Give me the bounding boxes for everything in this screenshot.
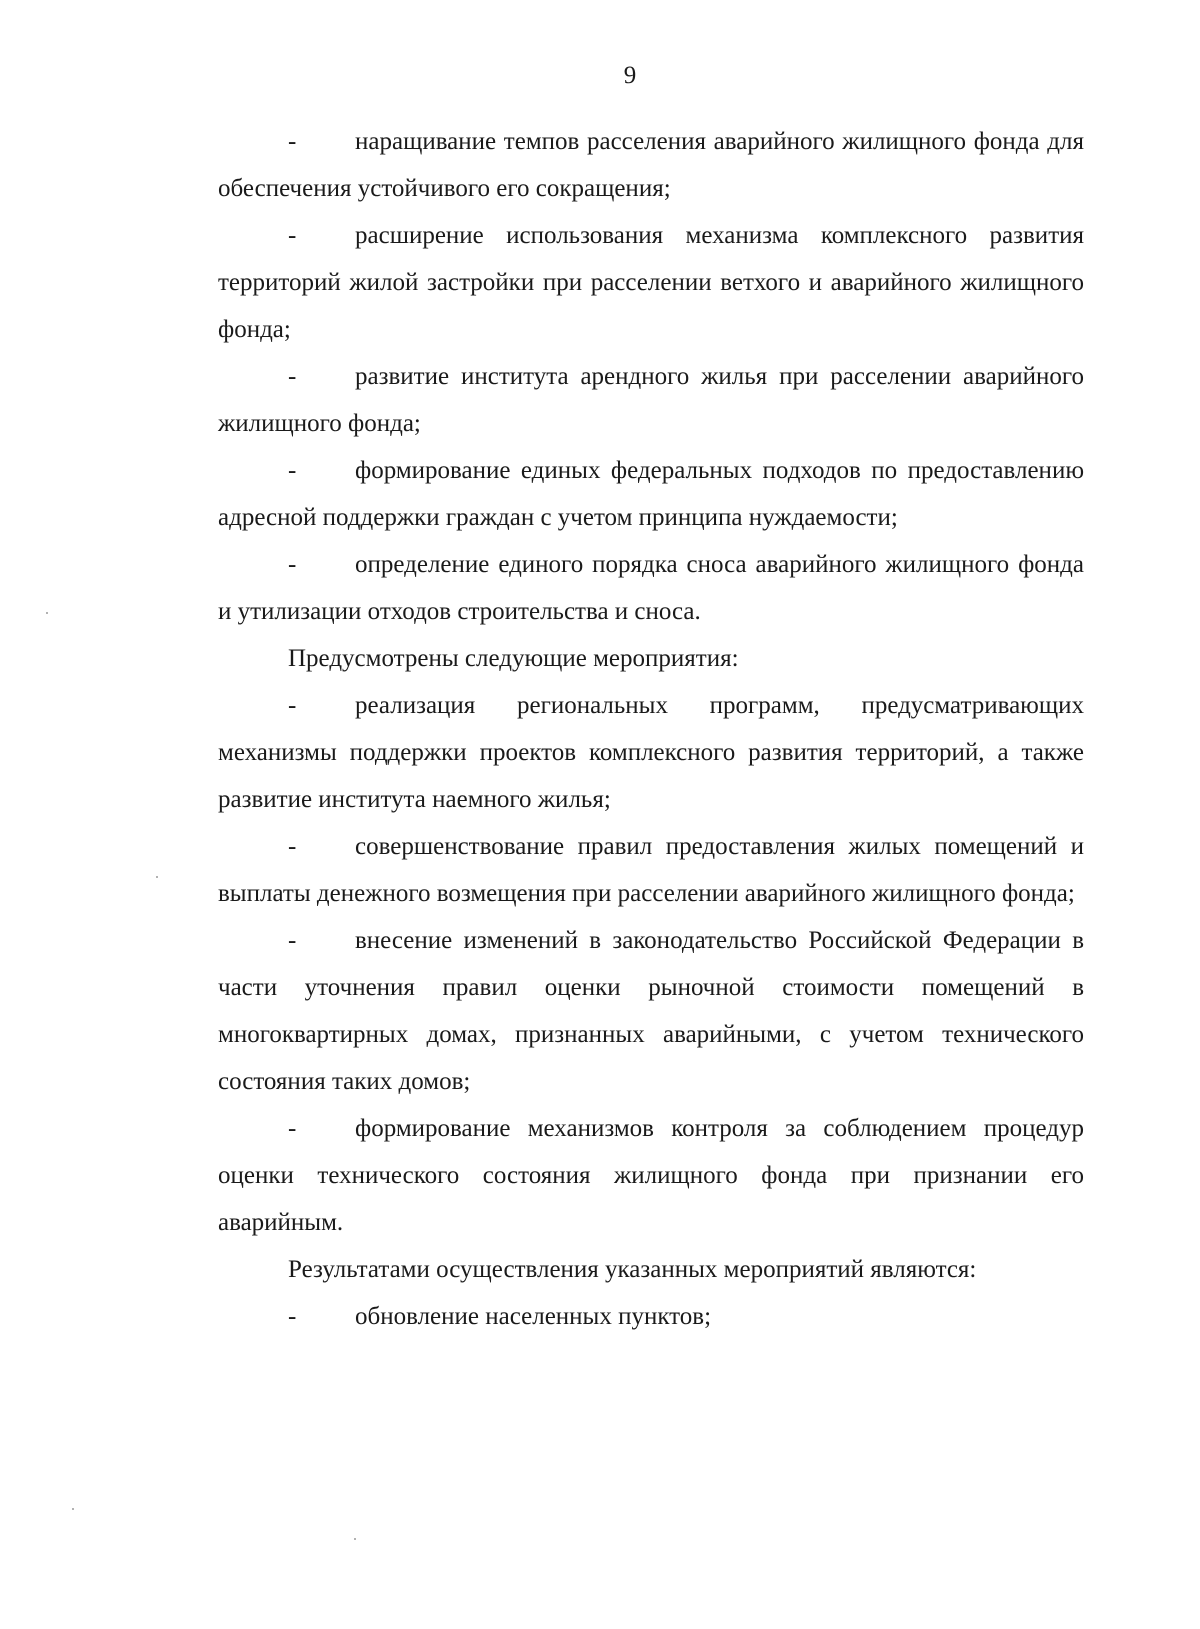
list-item-text: совершенствование правил предоставления жилых помещений и выплаты денежного возмещения при расселении аварийного жилищного фонда; <box>218 833 1084 907</box>
list-item-text: внесение изменений в законодательство Российской Федерации в части уточнения правил оценки рыночной стоимости помещений в многоквартирных домах, признанных аварийными, с учетом технического состояния таких домов; <box>218 927 1084 1095</box>
list-dash: - <box>288 927 297 954</box>
list-dash: - <box>288 457 297 484</box>
list-dash: - <box>288 833 297 860</box>
section-intro: Результатами осуществления указанных мероприятий являются: <box>288 1256 977 1283</box>
list-item <box>218 118 1084 212</box>
section-intro: Предусмотрены следующие мероприятия: <box>288 645 739 672</box>
list-dash: - <box>288 222 297 249</box>
scan-speck <box>46 612 48 614</box>
page-number: 9 <box>623 62 637 89</box>
scan-speck <box>156 876 158 878</box>
list-item-text: формирование механизмов контроля за соблюдением процедур оценки технического состояния жилищного фонда при признании его аварийным. <box>218 1115 1084 1236</box>
list-item <box>218 447 1084 541</box>
list-item-text: наращивание темпов расселения аварийного жилищного фонда для обеспечения устойчивого его сокращения; <box>218 128 1084 202</box>
list-item-text: формирование единых федеральных подходов по предоставлению адресной поддержки граждан с учетом принципа нуждаемости; <box>218 457 1084 531</box>
list-item <box>218 682 1084 823</box>
list-dash: - <box>288 551 297 578</box>
scan-speck <box>72 1508 74 1510</box>
list-item <box>218 917 1084 1105</box>
list-item <box>218 823 1084 917</box>
list-item-text: определение единого порядка сноса аварийного жилищного фонда и утилизации отходов строительства и сноса. <box>218 551 1084 625</box>
list-item <box>218 541 1084 635</box>
document-body <box>218 118 1084 1340</box>
list-dash: - <box>288 128 297 155</box>
list-item-text: обновление населенных пунктов; <box>355 1303 712 1330</box>
scan-speck <box>354 1538 356 1540</box>
list-item <box>218 353 1084 447</box>
list-item-text: развитие института арендного жилья при расселении аварийного жилищного фонда; <box>218 363 1084 437</box>
list-item <box>218 1105 1084 1246</box>
list-dash: - <box>288 363 297 390</box>
list-item <box>218 1293 1084 1340</box>
list-item <box>218 212 1084 353</box>
list-item-text: реализация региональных программ, предусматривающих механизмы поддержки проектов комплексного развития территорий, а также развитие института наемного жилья; <box>218 692 1084 813</box>
list-item-text: расширение использования механизма комплексного развития территорий жилой застройки при расселении ветхого и аварийного жилищного фонда; <box>218 222 1084 343</box>
list-dash: - <box>288 1115 297 1142</box>
list-dash: - <box>288 692 297 719</box>
list-dash: - <box>288 1303 297 1330</box>
